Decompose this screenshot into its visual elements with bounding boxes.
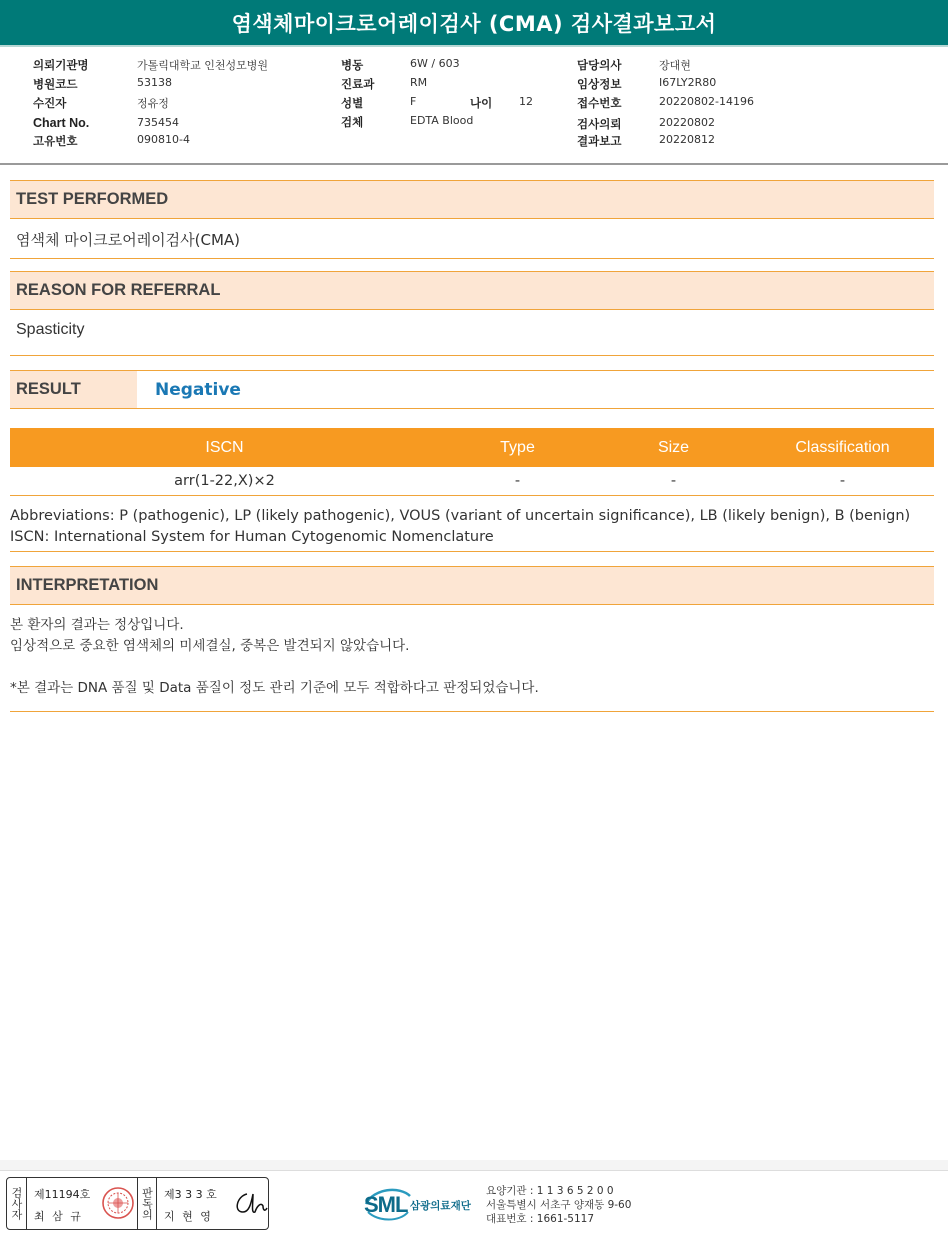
header-iscn: ISCN	[10, 428, 439, 467]
institution-value: 가톨릭대학교 인천성모병원	[137, 59, 269, 72]
referral-heading: REASON FOR REFERRAL	[10, 271, 934, 310]
cell-size: -	[596, 467, 751, 495]
abbreviations-line: Abbreviations: P (pathogenic), LP (likely pathogenic), VOUS (variant of uncertain significance), LB (likely benign), B (benign)	[10, 508, 911, 524]
receipt-no-value: 20220802-14196	[659, 95, 754, 108]
referral-value: Spasticity	[16, 321, 85, 338]
patient-name-value: 정유정	[137, 97, 169, 110]
report-date-label: 결과보고	[577, 134, 622, 148]
divider	[10, 355, 934, 356]
reviewer-license: 제3 3 3 호	[164, 1188, 217, 1201]
request-date-value: 20220802	[659, 116, 715, 129]
age-label: 나이	[470, 96, 493, 110]
signature-box	[6, 1177, 269, 1230]
header-type: Type	[439, 428, 596, 467]
hospital-code-label: 병원코드	[33, 77, 78, 91]
age-value: 12	[519, 95, 533, 108]
specimen-label: 검체	[341, 115, 364, 129]
cell-type: -	[439, 467, 596, 495]
unique-no-label: 고유번호	[33, 134, 78, 148]
address: 서울특별시 서초구 양재동 9-60	[486, 1199, 632, 1211]
result-label: RESULT	[10, 371, 137, 408]
test-performed-heading: TEST PERFORMED	[10, 180, 934, 219]
sex-value: F	[410, 95, 417, 108]
sex-label: 성별	[341, 96, 364, 110]
phone: 대표번호 : 1661-5117	[486, 1213, 595, 1225]
result-value: Negative	[155, 379, 241, 400]
header-size: Size	[596, 428, 751, 467]
chart-no-value: 735454	[137, 116, 179, 129]
interpretation-line: 임상적으로 중요한 염색체의 미세결실, 중복은 발견되지 않았습니다.	[10, 638, 410, 654]
patient-label: 수진자	[33, 96, 67, 110]
interpretation-line: 본 환자의 결과는 정상입니다.	[10, 617, 184, 633]
clinical-info-value: I67LY2R80	[659, 76, 717, 89]
test-performed-value: 염색체 마이크로어레이검사(CMA)	[16, 231, 241, 249]
result-row	[10, 370, 934, 409]
reviewer-label: 판독의	[137, 1178, 157, 1229]
examiner-name: 최 삼 규	[34, 1210, 83, 1223]
unique-no-value: 090810-4	[137, 133, 190, 146]
seal-icon	[101, 1186, 135, 1220]
ward-label: 병동	[341, 58, 364, 72]
dept-value: RM	[410, 76, 428, 89]
report-title: 염색체마이크로어레이검사 (CMA) 검사결과보고서	[0, 0, 948, 47]
interpretation-body	[10, 615, 934, 699]
interpretation-heading: INTERPRETATION	[10, 566, 934, 605]
reviewer-name: 지 현 영	[164, 1210, 213, 1223]
divider	[10, 258, 934, 259]
header-classification: Classification	[751, 428, 934, 467]
chart-no-label: Chart No.	[33, 116, 90, 130]
interpretation-note: *본 결과는 DNA 품질 및 Data 품질이 정도 관리 기준에 모두 적합하다고 판정되었습니다.	[10, 680, 539, 696]
cell-iscn: arr(1-22,X)×2	[10, 467, 439, 495]
institution-label: 의뢰기관명	[33, 58, 89, 72]
institution-info	[486, 1184, 631, 1226]
receipt-no-label: 접수번호	[577, 96, 622, 110]
divider	[10, 711, 934, 712]
ward-value: 6W / 603	[410, 57, 460, 70]
cell-classification: -	[751, 467, 934, 495]
report-date-value: 20220812	[659, 133, 715, 146]
sml-logo-text: SML	[364, 1192, 408, 1217]
abbreviations	[10, 506, 940, 548]
specimen-value: EDTA Blood	[410, 114, 474, 127]
foundation-name: 삼광의료재단	[410, 1200, 471, 1212]
result-table	[10, 428, 934, 496]
hospital-code-value: 53138	[137, 76, 172, 89]
table-row	[10, 467, 934, 495]
examiner-license: 제11194호	[34, 1188, 91, 1201]
dept-label: 진료과	[341, 77, 375, 91]
care-code: 요양기관 : 1 1 3 6 5 2 0 0	[486, 1185, 614, 1197]
examiner-label: 검사자	[7, 1178, 27, 1229]
patient-info-panel	[0, 50, 948, 165]
clinical-info-label: 임상정보	[577, 77, 622, 91]
doctor-value: 장대현	[659, 59, 691, 72]
table-header-row	[10, 428, 934, 467]
request-date-label: 검사의뢰	[577, 117, 622, 131]
signature-icon	[229, 1182, 269, 1222]
doctor-label: 담당의사	[577, 58, 622, 72]
divider	[10, 551, 934, 552]
iscn-definition-line: ISCN: International System for Human Cytogenomic Nomenclature	[10, 529, 494, 545]
